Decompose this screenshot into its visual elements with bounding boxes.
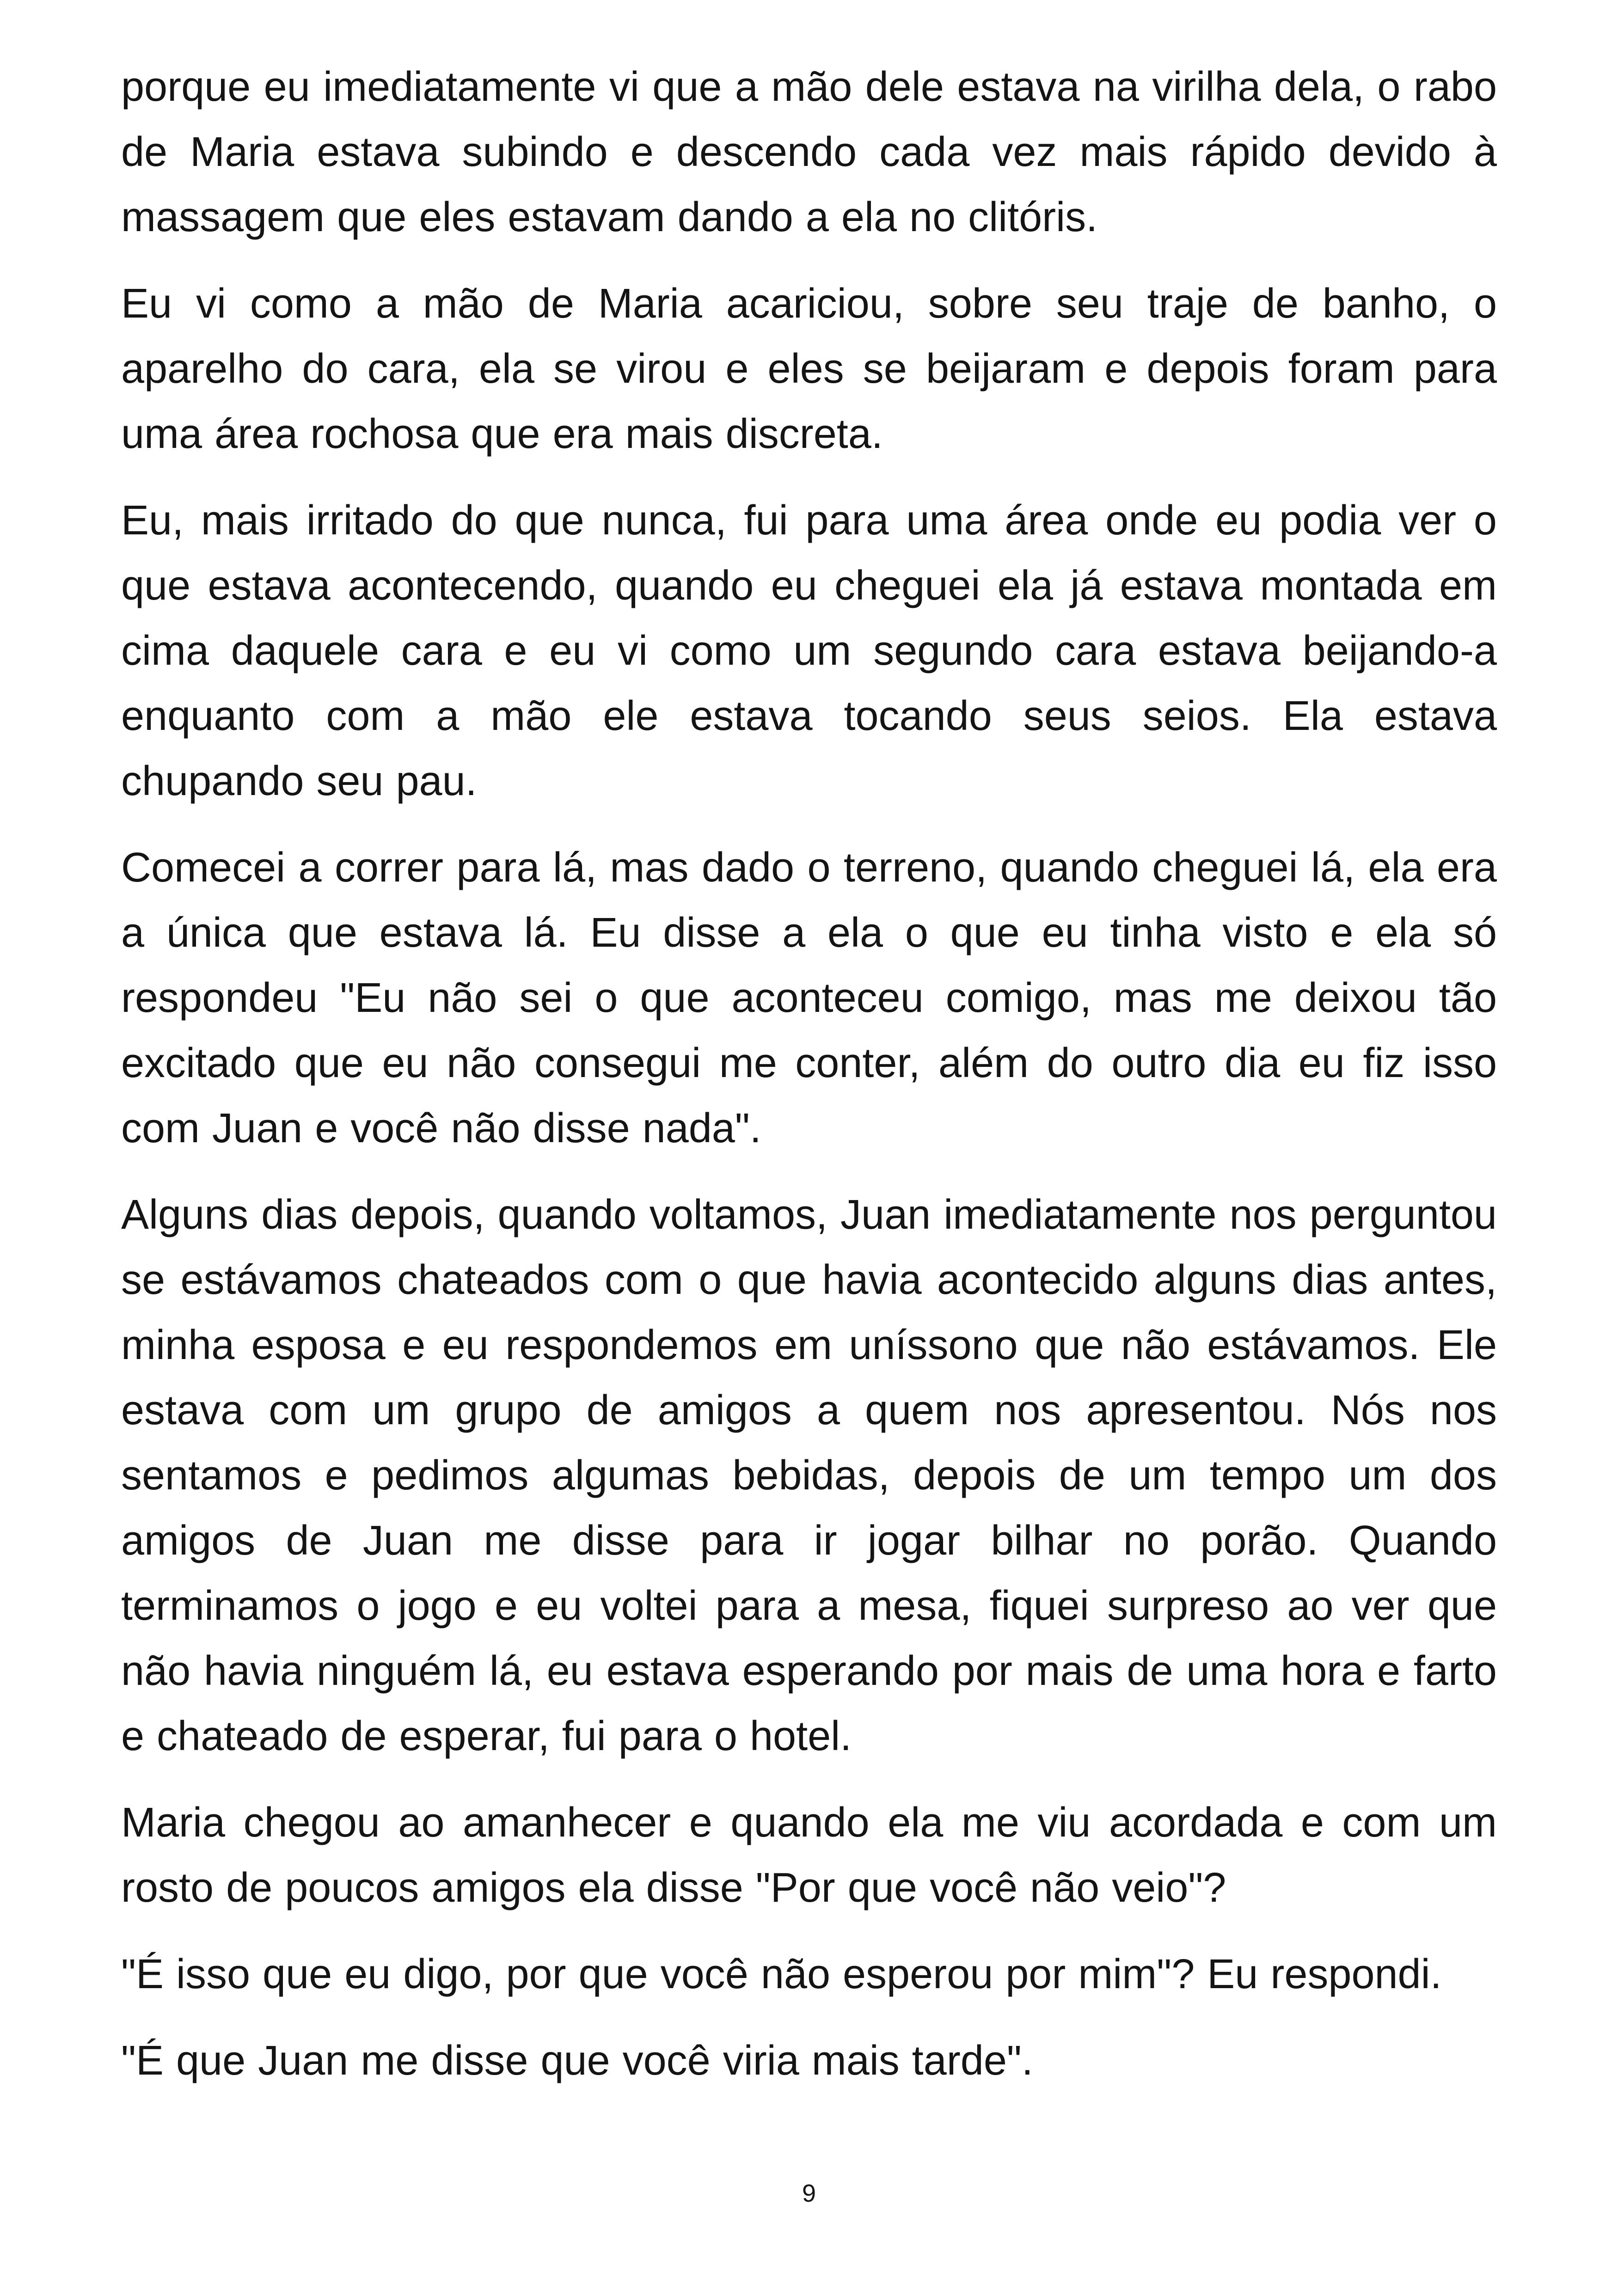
paragraph-8: "É que Juan me disse que você viria mais tarde".	[121, 2038, 1033, 2084]
paragraph-5: Alguns dias depois, quando voltamos, Juan imediatamente nos perguntou se estávamos chateados com o que havia acontecido alguns dias antes, minha esposa e eu respondemos em uníssono que não estávamos. Ele estava com um grupo de amigos a quem nos apresentou. Nós nos sentamos e pedimos algumas bebidas, depois de um tempo um dos amigos de Juan me disse para ir jogar bilhar no porão. Quando terminamos o jogo e eu voltei para a mesa, fiquei surpreso ao ver que não havia ninguém lá, eu estava esperando por mais de uma hora e farto e chateado de esperar, fui para o hotel.	[121, 1192, 1497, 1759]
paragraph-3: Eu, mais irritado do que nunca, fui para uma área onde eu podia ver o que estava acontecendo, quando eu cheguei ela já estava montada em cima daquele cara e eu vi como um segundo cara estava beijando-a enquanto com a mão ele estava tocando seus seios. Ela estava chupando seu pau.	[121, 497, 1497, 804]
body-text	[121, 55, 1497, 2115]
paragraph-6: Maria chegou ao amanhecer e quando ela me viu acordada e com um rosto de poucos amigos ela disse "Por que você não veio"?	[121, 1800, 1497, 1911]
paragraph-4: Comecei a correr para lá, mas dado o terreno, quando cheguei lá, ela era a única que estava lá. Eu disse a ela o que eu tinha visto e ela só respondeu "Eu não sei o que aconteceu comigo, mas me deixou tão excitado que eu não consegui me conter, além do outro dia eu fiz isso com Juan e você não disse nada".	[121, 845, 1497, 1151]
paragraph-1: porque eu imediatamente vi que a mão dele estava na virilha dela, o rabo de Maria estava subindo e descendo cada vez mais rápido devido à massagem que eles estavam dando a ela no clitóris.	[121, 64, 1497, 240]
paragraph-7: "É isso que eu digo, por que você não esperou por mim"? Eu respondi.	[121, 1951, 1442, 1997]
page-number: 9	[802, 2180, 816, 2207]
paragraph-2: Eu vi como a mão de Maria acariciou, sobre seu traje de banho, o aparelho do cara, ela se virou e eles se beijaram e depois foram para uma área rochosa que era mais discreta.	[121, 281, 1497, 457]
